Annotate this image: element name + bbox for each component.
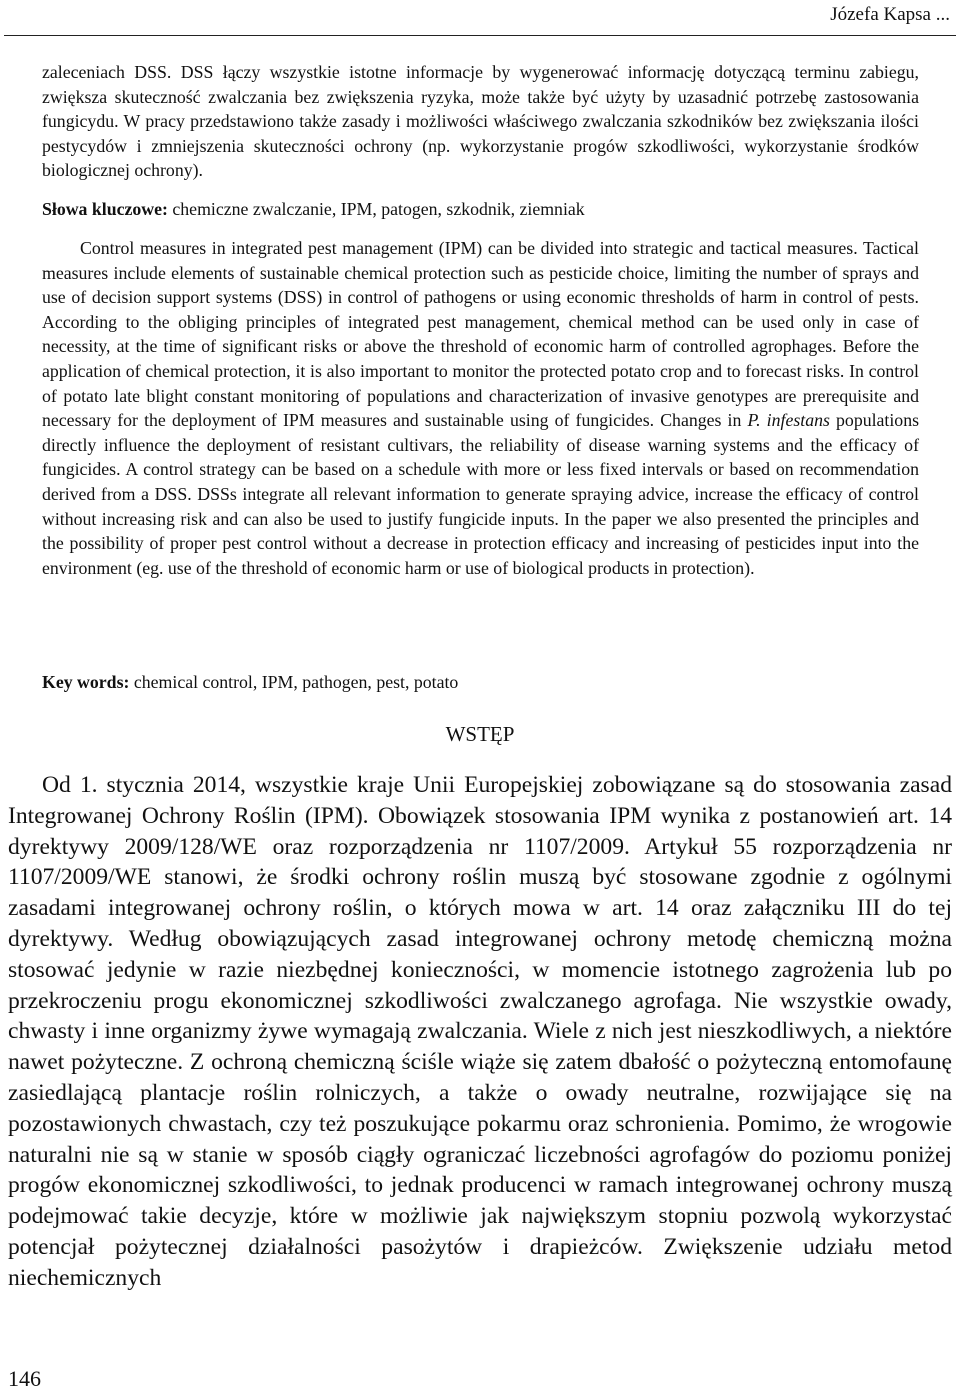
keywords-english-text: chemical control, IPM, pathogen, pest, potato: [129, 672, 459, 692]
keywords-english: [42, 670, 919, 694]
keywords-polish: [42, 197, 919, 221]
keywords-english-label: Key words:: [42, 672, 130, 692]
abstract-english: [42, 236, 919, 580]
running-head: Józefa Kapsa ...: [830, 4, 950, 25]
section-heading: WSTĘP: [445, 722, 515, 746]
header-rule: [4, 35, 956, 36]
abstract-english-part2: populations directly influence the deployment of resistant cultivars, the reliability of disease warning systems and the efficacy of fungicides. A control strategy can be based on a schedule with more or less fixed intervals or based on recommendation derived from a DSS. DSSs integrate all relevant information to generate spraying advice, increase the efficacy of control without increasing risk and can also be used to justify fungicide inputs. In the paper we also presented the principles and the possibility of proper pest control without a decrease in protection efficacy and increasing of pesticides input into the environment (eg. use of the threshold of economic harm or use of biological products in protection).: [42, 410, 920, 578]
abstract-polish: zaleceniach DSS. DSS łączy wszystkie istotne informacje by wygenerować informację dotyczącą terminu zabiegu, zwiększa skuteczność zwalczania bez zwiększenia ryzyka, może także być użyty by uzasadnić potrzebę zastosowania fungicydu. W pracy przedstawiono także zasady i możliwości właściwego zwalczania szkodników bez zwiększania ilości pestycydów i zmniejszenia skuteczności ochrony (np. wykorzystanie progów szkodliwości, wykorzystanie środków biologicznej ochrony).: [42, 62, 919, 181]
keywords-polish-label: Słowa kluczowe:: [42, 199, 168, 219]
body-paragraph: Od 1. stycznia 2014, wszystkie kraje Unii Europejskiej zobowiązane są do stosowania zasad Integrowanej Ochrony Roślin (IPM). Obowiązek stosowania IPM wynika z postanowień art. 14 dyrektywy 2009/128/WE oraz rozporządzenia nr 1107/2009. Artykuł 55 rozporządzenia nr 1107/2009/WE stanowi, że środki ochrony roślin muszą być stosowane zgodnie z ogólnymi zasadami integrowanej ochrony roślin, o których mowa w art. 14 oraz załączniku III do tej dyrektywy. Według obowiązujących zasad integrowanej ochrony metodę chemiczną można stosować jedynie w razie niezbędnej konieczności, w momencie istotnego zagrożenia lub po przekroczeniu progu ekonomicznej szkodliwości zwalczanego agrofaga. Nie wszystkie owady, chwasty i inne organizmy żywe wymagają zwalczania. Wiele z nich jest nieszkodliwych, a niektóre nawet pożyteczne. Z ochroną chemiczną ściśle wiąże się zatem dbałość o pożyteczną entomofaunę zasiedlającą plantacje roślin rolniczych, a także o owady neutralne, rozwijające się na pozostawionych chwastach, czy też poszukujące pokarmu oraz schronienia. Pomimo, że wrogowie naturalni nie są w stanie w sposób ciągły ograniczać liczebności agrofagów do poziomu poniżej progów ekonomicznej szkodliwości, to jednak producenci w ramach integrowanej ochrony muszą podejmować takie decyzje, które w możliwie jak największym stopniu pozwolą wykorzystać potencjał pożytecznej działalności pasożytów i drapieżców. Zwiększenie udziału metod niechemicznych: [8, 772, 952, 1291]
page-number: 146: [8, 1366, 41, 1391]
species-name: P. infestans: [747, 410, 830, 431]
keywords-polish-text: chemiczne zwalczanie, IPM, patogen, szkodnik, ziemniak: [167, 199, 585, 219]
abstract-english-part1: Control measures in integrated pest management (IPM) can be divided into strategic and tactical measures. Tactical measures include elements of sustainable chemical protection such as pesticide choice, limiting the number of sprays and use of decision support systems (DSS) in control of pathogens or using economic thresholds of harm in control of pests. According to the obliging principles of integrated pest management, chemical method can be used only in case of necessity, at the time of significant risks or above the threshold of economic harm of controlled agrophages. Before the application of chemical protection, it is also important to monitor the protected potato crop and to forecast risks. In control of potato late blight constant monitoring of populations and characterization of invasive genotypes are prerequisite and necessary for the deployment of IPM measures and sustainable using of fungicides. Changes in: [42, 238, 919, 431]
